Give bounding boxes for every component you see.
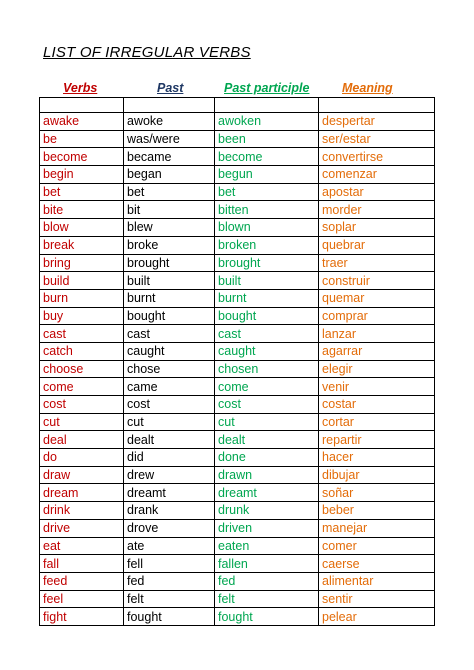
past-cell: bit: [124, 201, 215, 219]
header-meaning: Meaning: [342, 81, 393, 95]
past-cell: fought: [124, 608, 215, 626]
meaning-cell: sentir: [319, 590, 435, 608]
meaning-cell: manejar: [319, 519, 435, 537]
past-cell: cast: [124, 325, 215, 343]
meaning-cell: traer: [319, 254, 435, 272]
table-row: [40, 555, 435, 573]
past-participle-cell: dreamt: [215, 484, 319, 502]
meaning-cell: dibujar: [319, 466, 435, 484]
verb-cell: bite: [40, 201, 124, 219]
past-cell: built: [124, 272, 215, 290]
table-row: [40, 484, 435, 502]
table-row: [40, 519, 435, 537]
table-row: [40, 413, 435, 431]
verb-cell: catch: [40, 342, 124, 360]
past-participle-cell: broken: [215, 236, 319, 254]
table-row: [40, 590, 435, 608]
meaning-cell: despertar: [319, 113, 435, 131]
past-cell: cut: [124, 413, 215, 431]
verb-table-body: [40, 98, 435, 626]
verb-cell: cast: [40, 325, 124, 343]
meaning-cell: cortar: [319, 413, 435, 431]
verb-cell: deal: [40, 431, 124, 449]
verb-cell: choose: [40, 360, 124, 378]
past-cell: came: [124, 378, 215, 396]
meaning-cell: elegir: [319, 360, 435, 378]
verb-cell: buy: [40, 307, 124, 325]
verb-cell: drive: [40, 519, 124, 537]
table-row: [40, 201, 435, 219]
verb-cell: become: [40, 148, 124, 166]
table-row: [40, 113, 435, 131]
past-participle-cell: drawn: [215, 466, 319, 484]
past-participle-cell: brought: [215, 254, 319, 272]
past-participle-cell: been: [215, 130, 319, 148]
past-cell: bought: [124, 307, 215, 325]
meaning-cell: soñar: [319, 484, 435, 502]
meaning-cell: quebrar: [319, 236, 435, 254]
blank-cell: [40, 98, 124, 113]
table-row: [40, 342, 435, 360]
past-participle-cell: burnt: [215, 289, 319, 307]
past-cell: fell: [124, 555, 215, 573]
past-participle-cell: fallen: [215, 555, 319, 573]
meaning-cell: costar: [319, 396, 435, 414]
table-row: [40, 431, 435, 449]
past-participle-cell: blown: [215, 219, 319, 237]
past-participle-cell: felt: [215, 590, 319, 608]
past-participle-cell: bet: [215, 183, 319, 201]
table-row: [40, 130, 435, 148]
past-cell: caught: [124, 342, 215, 360]
table-row: [40, 219, 435, 237]
meaning-cell: convertirse: [319, 148, 435, 166]
meaning-cell: pelear: [319, 608, 435, 626]
meaning-cell: soplar: [319, 219, 435, 237]
past-cell: ate: [124, 537, 215, 555]
header-verbs: Verbs: [63, 81, 98, 95]
past-participle-cell: become: [215, 148, 319, 166]
meaning-cell: ser/estar: [319, 130, 435, 148]
verb-cell: awake: [40, 113, 124, 131]
meaning-cell: construir: [319, 272, 435, 290]
verb-cell: blow: [40, 219, 124, 237]
past-cell: did: [124, 449, 215, 467]
table-row: [40, 166, 435, 184]
blank-cell: [124, 98, 215, 113]
verb-cell: eat: [40, 537, 124, 555]
verb-cell: cut: [40, 413, 124, 431]
verb-cell: bet: [40, 183, 124, 201]
verb-cell: draw: [40, 466, 124, 484]
past-cell: became: [124, 148, 215, 166]
meaning-cell: quemar: [319, 289, 435, 307]
irregular-verbs-table: [39, 97, 435, 626]
meaning-cell: comenzar: [319, 166, 435, 184]
meaning-cell: beber: [319, 502, 435, 520]
meaning-cell: morder: [319, 201, 435, 219]
meaning-cell: lanzar: [319, 325, 435, 343]
blank-cell: [319, 98, 435, 113]
table-row: [40, 466, 435, 484]
table-row: [40, 608, 435, 626]
past-cell: bet: [124, 183, 215, 201]
past-cell: brought: [124, 254, 215, 272]
past-cell: fed: [124, 572, 215, 590]
past-participle-cell: dealt: [215, 431, 319, 449]
verb-cell: fall: [40, 555, 124, 573]
verb-cell: come: [40, 378, 124, 396]
meaning-cell: repartir: [319, 431, 435, 449]
past-participle-cell: driven: [215, 519, 319, 537]
verb-cell: break: [40, 236, 124, 254]
past-cell: broke: [124, 236, 215, 254]
table-row: [40, 378, 435, 396]
table-row: [40, 272, 435, 290]
past-cell: dreamt: [124, 484, 215, 502]
blank-row: [40, 98, 435, 113]
verb-cell: burn: [40, 289, 124, 307]
table-row: [40, 502, 435, 520]
verb-cell: cost: [40, 396, 124, 414]
table-row: [40, 325, 435, 343]
past-participle-cell: built: [215, 272, 319, 290]
past-participle-cell: cost: [215, 396, 319, 414]
table-row: [40, 449, 435, 467]
meaning-cell: hacer: [319, 449, 435, 467]
verb-cell: fight: [40, 608, 124, 626]
meaning-cell: comprar: [319, 307, 435, 325]
table-row: [40, 537, 435, 555]
past-cell: drank: [124, 502, 215, 520]
past-cell: burnt: [124, 289, 215, 307]
past-participle-cell: done: [215, 449, 319, 467]
table-row: [40, 254, 435, 272]
verb-cell: drink: [40, 502, 124, 520]
verb-cell: feed: [40, 572, 124, 590]
past-cell: awoke: [124, 113, 215, 131]
past-participle-cell: come: [215, 378, 319, 396]
past-participle-cell: caught: [215, 342, 319, 360]
past-participle-cell: fought: [215, 608, 319, 626]
past-participle-cell: awoken: [215, 113, 319, 131]
verb-cell: do: [40, 449, 124, 467]
past-cell: began: [124, 166, 215, 184]
blank-cell: [215, 98, 319, 113]
past-participle-cell: cut: [215, 413, 319, 431]
past-cell: dealt: [124, 431, 215, 449]
table-row: [40, 289, 435, 307]
past-participle-cell: chosen: [215, 360, 319, 378]
table-row: [40, 183, 435, 201]
verb-cell: be: [40, 130, 124, 148]
header-past: Past: [157, 81, 184, 95]
past-participle-cell: bitten: [215, 201, 319, 219]
past-cell: felt: [124, 590, 215, 608]
verb-cell: build: [40, 272, 124, 290]
past-cell: chose: [124, 360, 215, 378]
past-participle-cell: fed: [215, 572, 319, 590]
past-participle-cell: cast: [215, 325, 319, 343]
meaning-cell: agarrar: [319, 342, 435, 360]
past-participle-cell: bought: [215, 307, 319, 325]
table-row: [40, 148, 435, 166]
meaning-cell: caerse: [319, 555, 435, 573]
past-participle-cell: eaten: [215, 537, 319, 555]
verb-cell: begin: [40, 166, 124, 184]
past-cell: was/were: [124, 130, 215, 148]
verb-cell: bring: [40, 254, 124, 272]
table-row: [40, 396, 435, 414]
header-past-participle: Past participle: [224, 81, 310, 95]
page-title: LIST OF IRREGULAR VERBS: [43, 44, 251, 61]
table-row: [40, 307, 435, 325]
past-participle-cell: drunk: [215, 502, 319, 520]
table-row: [40, 572, 435, 590]
past-cell: cost: [124, 396, 215, 414]
table-row: [40, 236, 435, 254]
past-cell: drew: [124, 466, 215, 484]
verb-cell: dream: [40, 484, 124, 502]
meaning-cell: apostar: [319, 183, 435, 201]
meaning-cell: alimentar: [319, 572, 435, 590]
verb-cell: feel: [40, 590, 124, 608]
meaning-cell: comer: [319, 537, 435, 555]
past-participle-cell: begun: [215, 166, 319, 184]
past-cell: drove: [124, 519, 215, 537]
past-cell: blew: [124, 219, 215, 237]
meaning-cell: venir: [319, 378, 435, 396]
table-row: [40, 360, 435, 378]
